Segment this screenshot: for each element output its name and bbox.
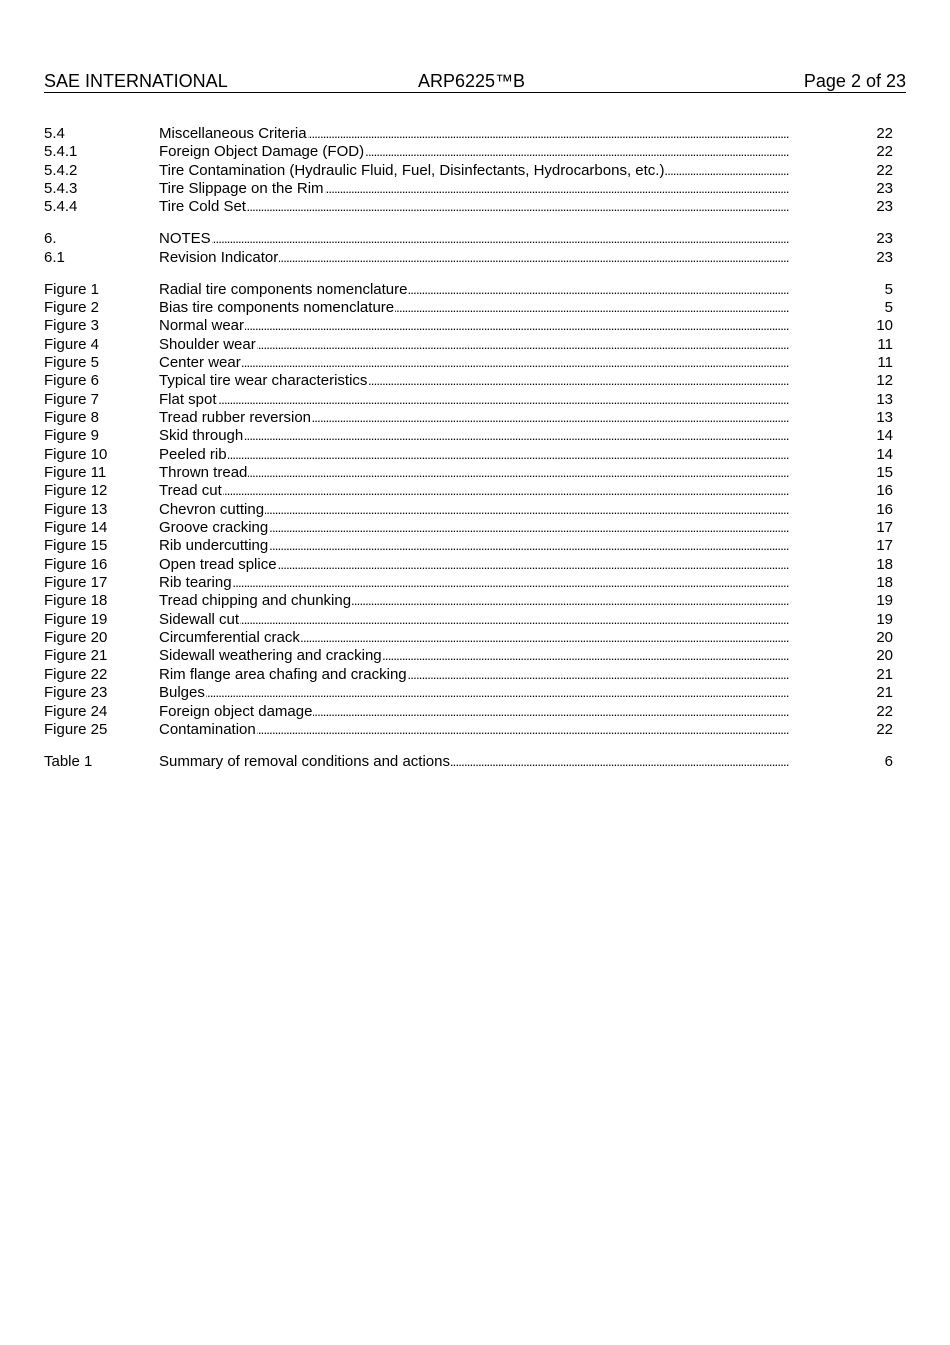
table-of-contents [44,125,893,785]
toc-entry[interactable] [44,354,893,372]
toc-entry-title: . . . Normal wear [159,317,245,335]
toc-dot-leader [159,299,893,317]
toc-entry[interactable] [44,299,893,317]
toc-dot-leader [159,180,893,198]
toc-entry[interactable] [44,198,893,216]
toc-entry-title: . . . Sidewall cut [159,610,240,628]
toc-entry-title: . . . Sidewall weathering and cracking [159,647,382,665]
toc-dot-leader [159,501,893,519]
toc-entry-title: . . . Chevron cutting [159,500,265,518]
toc-entry[interactable] [44,446,893,464]
toc-entry-page: 23 [876,248,893,266]
toc-entry-number: 5.4.2 [44,161,78,179]
toc-entry-page: 18 [876,574,893,592]
toc-entry[interactable] [44,336,893,354]
toc-entry-title: . . . Tire Contamination (Hydraulic Fluid, Fuel, Disinfectants, Hydrocarbons, etc.) [159,161,665,179]
toc-entry-page: 11 [877,335,893,353]
toc-entry-number: Figure 17 [44,574,108,592]
toc-entry-number: Figure 18 [44,592,108,610]
toc-dot-leader [159,753,893,771]
toc-entry-title: . . . Tread chipping and chunking [159,592,352,610]
toc-entry[interactable] [44,464,893,482]
toc-entry-number: Figure 15 [44,537,108,555]
toc-entry-number: 5.4.4 [44,198,78,216]
toc-dot-leader [159,556,893,574]
toc-dot-leader [159,336,893,354]
toc-entry-title: . . . Open tread splice [159,555,277,573]
toc-entry-title: . . . Center wear [159,353,241,371]
toc-entry[interactable] [44,703,893,721]
toc-entry-page: 16 [876,500,893,518]
toc-entry-page: 23 [876,198,893,216]
header-org: SAE INTERNATIONAL [44,71,228,91]
toc-dot-leader [159,519,893,537]
toc-entry-number: 5.4.1 [44,143,78,161]
toc-entry-page: 14 [876,445,893,463]
toc-dot-leader [159,125,893,143]
toc-entry-number: Figure 12 [44,482,108,500]
toc-entry-number: 6.1 [44,248,65,266]
toc-dot-leader [159,703,893,721]
toc-entry-page: 23 [876,230,893,248]
toc-entry-title: . . . Tire Cold Set [159,198,246,216]
toc-entry-title: . . . Bulges [159,684,205,702]
toc-entry-title: . . . Circumferential crack [159,629,300,647]
toc-dot-leader [159,391,893,409]
toc-entry-title: . . . Rim flange area chafing and cracking [159,665,407,683]
toc-dot-leader [159,482,893,500]
toc-dot-leader [159,230,893,248]
header-doc-id: ARP6225™B [418,71,526,91]
toc-entry-title: . . . Rib tearing [159,574,232,592]
toc-entry-page: 17 [876,537,893,555]
toc-dot-leader [159,281,893,299]
toc-entry-page: 17 [876,519,893,537]
toc-dot-leader [159,721,893,739]
toc-entry-title: . . . Rib undercutting [159,537,269,555]
toc-dot-leader [159,409,893,427]
toc-entry-page: 22 [876,161,893,179]
toc-entry-page: 21 [876,665,893,683]
toc-entry-title: . . . Tire Slippage on the Rim [159,180,324,198]
toc-entry-title: . . . Miscellaneous Criteria [159,125,307,142]
page-header [44,70,906,93]
toc-dot-leader [159,143,893,161]
toc-entry-number: Figure 21 [44,647,108,665]
toc-entry-page: 20 [876,647,893,665]
toc-entry[interactable] [44,684,893,702]
toc-entry[interactable] [44,391,893,409]
toc-entry-page: 10 [876,317,893,335]
toc-entry-title: . . . Foreign Object Damage (FOD) [159,143,365,161]
toc-entry-number: Figure 4 [44,335,100,353]
toc-entry-page: 11 [877,353,893,371]
toc-entry-page: 6 [884,752,893,770]
toc-entry[interactable] [44,647,893,665]
toc-entry[interactable] [44,162,893,180]
toc-group [44,753,893,771]
toc-entry[interactable] [44,125,893,143]
toc-entry[interactable] [44,249,893,267]
toc-dot-leader [159,464,893,482]
toc-group [44,230,893,267]
toc-entry[interactable] [44,537,893,555]
toc-entry-page: 22 [876,702,893,720]
toc-entry-number: 5.4.3 [44,180,78,198]
toc-entry-number: 6. [44,230,57,248]
toc-entry-title: . . . Thrown tread [159,464,248,482]
toc-entry-title: . . . Radial tire components nomenclature [159,280,408,298]
toc-entry[interactable] [44,281,893,299]
toc-entry-page: 21 [876,684,893,702]
toc-entry-page: 13 [876,390,893,408]
toc-entry-page: 12 [876,372,893,390]
toc-dot-leader [159,372,893,390]
toc-entry-number: Figure 24 [44,702,108,720]
toc-group [44,125,893,217]
toc-entry-number: Figure 6 [44,372,100,390]
toc-dot-leader [159,592,893,610]
toc-entry-title: . . . Skid through [159,427,244,445]
toc-entry-title: . . . Tread rubber reversion [159,409,312,426]
toc-entry-number: Figure 2 [44,298,100,316]
toc-entry[interactable] [44,519,893,537]
toc-entry-page: 14 [876,427,893,445]
toc-entry[interactable] [44,629,893,647]
toc-entry-page: 15 [876,464,893,482]
toc-dot-leader [159,162,893,180]
toc-entry[interactable] [44,180,893,198]
toc-dot-leader [159,647,893,665]
toc-entry-title: . . . Shoulder wear [159,335,256,353]
toc-entry-number: Figure 11 [44,464,107,482]
toc-entry-number: Figure 3 [44,317,100,335]
toc-entry-page: 19 [876,610,893,628]
toc-entry-page: 22 [876,143,893,161]
toc-entry-title: . . . Summary of removal conditions and actions [159,752,450,770]
toc-entry[interactable] [44,574,893,592]
toc-entry-number: Figure 25 [44,720,108,738]
toc-entry[interactable] [44,501,893,519]
toc-entry[interactable] [44,666,893,684]
toc-entry-title: . . . Bias tire components nomenclature [159,298,395,316]
toc-group [44,281,893,740]
toc-entry-number: Figure 1 [44,280,100,298]
toc-dot-leader [159,198,893,216]
toc-entry[interactable] [44,482,893,500]
toc-dot-leader [159,249,893,267]
toc-entry-number: 5.4 [44,125,65,142]
toc-entry-title: . . . Peeled rib [159,445,227,463]
toc-entry-title: . . . Flat spot [159,390,217,408]
toc-entry-number: Table 1 [44,752,93,770]
toc-entry-title: . . . NOTES [159,230,211,248]
toc-entry-number: Figure 13 [44,500,108,518]
toc-entry-title: . . . Revision Indicator [159,248,279,266]
toc-entry[interactable] [44,427,893,445]
toc-entry-title: . . . Typical tire wear characteristics [159,372,368,390]
toc-entry-number: Figure 23 [44,684,108,702]
toc-entry-number: Figure 22 [44,665,108,683]
toc-entry-title: . . . Groove cracking [159,519,269,537]
toc-entry-page: 22 [876,125,893,142]
toc-entry-number: Figure 9 [44,427,100,445]
toc-entry-page: 19 [876,592,893,610]
header-page-number: Page 2 of 23 [803,71,906,91]
toc-entry-number: Figure 8 [44,409,100,426]
toc-entry[interactable] [44,611,893,629]
toc-entry-page: 22 [876,720,893,738]
toc-entry-page: 23 [876,180,893,198]
toc-entry[interactable] [44,721,893,739]
toc-entry-page: 16 [876,482,893,500]
toc-entry-number: Figure 16 [44,555,108,573]
toc-entry-number: Figure 20 [44,629,108,647]
toc-entry[interactable] [44,230,893,248]
toc-entry[interactable] [44,753,893,771]
toc-entry[interactable] [44,556,893,574]
toc-entry-number: Figure 7 [44,390,100,408]
toc-entry-number: Figure 10 [44,445,108,463]
toc-entry-page: 20 [876,629,893,647]
toc-entry-number: Figure 14 [44,519,108,537]
toc-entry-page: 13 [876,409,893,426]
toc-dot-leader [159,446,893,464]
toc-entry[interactable] [44,317,893,335]
toc-entry[interactable] [44,143,893,161]
toc-dot-leader [159,317,893,335]
toc-entry-number: Figure 19 [44,610,108,628]
toc-entry[interactable] [44,592,893,610]
toc-entry-title: . . . Tread cut [159,482,222,500]
toc-dot-leader [159,666,893,684]
toc-dot-leader [159,611,893,629]
toc-entry-title: . . . Foreign object damage [159,702,313,720]
toc-entry-number: Figure 5 [44,353,100,371]
toc-entry-title: . . . Contamination [159,720,256,738]
toc-entry-page: 18 [876,555,893,573]
toc-entry-page: 5 [884,280,893,298]
toc-dot-leader [159,629,893,647]
toc-dot-leader [159,427,893,445]
toc-dot-leader [159,354,893,372]
toc-dot-leader [159,574,893,592]
toc-dot-leader [159,537,893,555]
toc-entry-page: 5 [884,298,893,316]
toc-dot-leader [159,684,893,702]
toc-entry[interactable] [44,372,893,390]
toc-entry[interactable] [44,409,893,427]
